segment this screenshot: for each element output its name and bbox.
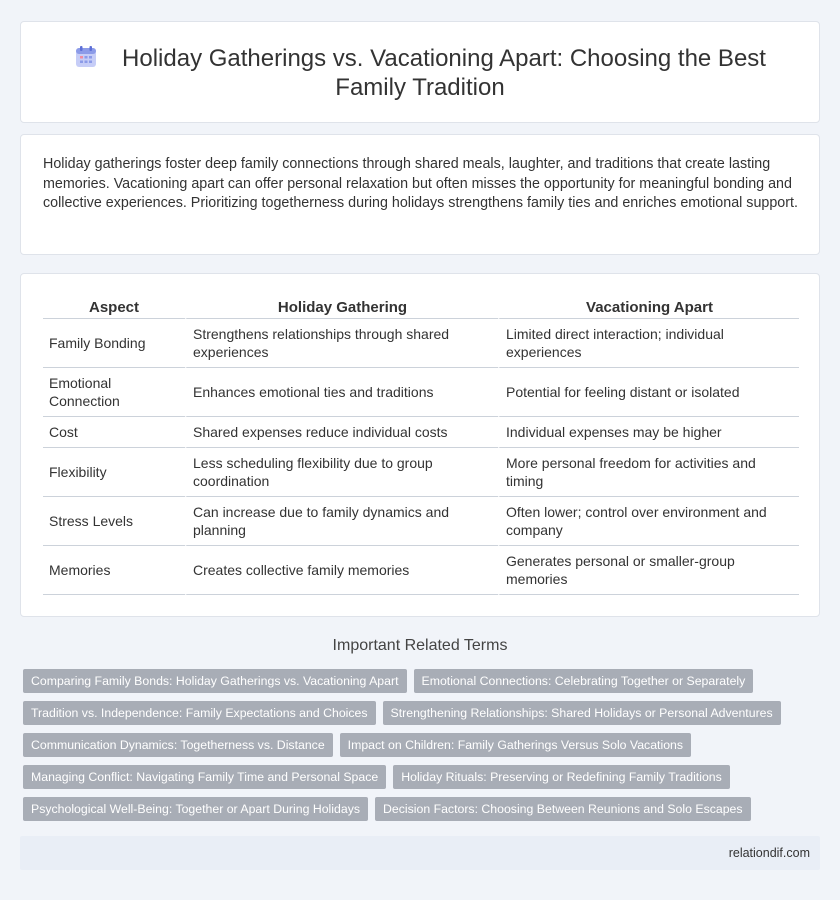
row-vacation: Limited direct interaction; individual experiences bbox=[498, 319, 799, 368]
related-terms-list bbox=[23, 669, 823, 829]
table-row bbox=[43, 319, 799, 368]
row-holiday: Can increase due to family dynamics and planning bbox=[185, 497, 498, 546]
footer-site: relationdif.com bbox=[728, 846, 810, 860]
header-vacationing-apart: Vacationing Apart bbox=[498, 296, 799, 319]
header-holiday-gathering: Holiday Gathering bbox=[185, 296, 498, 319]
row-aspect: Flexibility bbox=[43, 448, 185, 497]
row-holiday: Strengthens relationships through shared experiences bbox=[185, 319, 498, 368]
calendar-icon bbox=[74, 45, 98, 69]
row-aspect: Cost bbox=[43, 417, 185, 448]
comparison-card bbox=[20, 273, 820, 617]
related-term-link[interactable]: Comparing Family Bonds: Holiday Gatherings vs. Vacationing Apart bbox=[23, 669, 407, 693]
row-aspect: Family Bonding bbox=[43, 319, 185, 368]
row-aspect: Memories bbox=[43, 546, 185, 595]
related-term-link[interactable]: Impact on Children: Family Gatherings Versus Solo Vacations bbox=[340, 733, 691, 757]
title-line-2: Family Tradition bbox=[335, 74, 505, 101]
related-term-link[interactable]: Managing Conflict: Navigating Family Time and Personal Space bbox=[23, 765, 386, 789]
row-vacation: More personal freedom for activities and timing bbox=[498, 448, 799, 497]
related-terms-title: Important Related Terms bbox=[332, 637, 508, 654]
summary-text: Holiday gatherings foster deep family connections through shared meals, laughter, and traditions that create lasting memories. Vacationing apart can offer personal relaxation but often misses the opportunity for meaningful bonding and collective experiences. Prioritizing togetherness during holidays strengthens family ties and enriches emotional support. bbox=[43, 156, 798, 211]
table-row bbox=[43, 368, 799, 417]
row-holiday: Less scheduling flexibility due to group coordination bbox=[185, 448, 498, 497]
table-row bbox=[43, 417, 799, 448]
related-term-link[interactable]: Communication Dynamics: Togetherness vs. Distance bbox=[23, 733, 333, 757]
related-term-link[interactable]: Strengthening Relationships: Shared Holidays or Personal Adventures bbox=[383, 701, 781, 725]
row-vacation: Potential for feeling distant or isolated bbox=[498, 368, 799, 417]
title-line-1: Holiday Gatherings vs. Vacationing Apart: Choosing the Best bbox=[122, 45, 766, 72]
page-title bbox=[21, 44, 819, 102]
related-term-link[interactable]: Holiday Rituals: Preserving or Redefining Family Traditions bbox=[393, 765, 730, 789]
table-row bbox=[43, 448, 799, 497]
related-term-link[interactable]: Tradition vs. Independence: Family Expectations and Choices bbox=[23, 701, 376, 725]
row-vacation: Often lower; control over environment and company bbox=[498, 497, 799, 546]
related-term-link[interactable]: Psychological Well-Being: Together or Apart During Holidays bbox=[23, 797, 368, 821]
header-aspect: Aspect bbox=[43, 296, 185, 319]
row-aspect: Emotional Connection bbox=[43, 368, 185, 417]
table-row bbox=[43, 497, 799, 546]
footer bbox=[20, 836, 820, 870]
table-header-row bbox=[43, 296, 799, 319]
row-vacation: Individual expenses may be higher bbox=[498, 417, 799, 448]
related-term-link[interactable]: Decision Factors: Choosing Between Reunions and Solo Escapes bbox=[375, 797, 751, 821]
table-row bbox=[43, 546, 799, 595]
title-card bbox=[20, 21, 820, 123]
row-holiday: Shared expenses reduce individual costs bbox=[185, 417, 498, 448]
comparison-table bbox=[43, 296, 799, 595]
row-aspect: Stress Levels bbox=[43, 497, 185, 546]
row-holiday: Enhances emotional ties and traditions bbox=[185, 368, 498, 417]
row-holiday: Creates collective family memories bbox=[185, 546, 498, 595]
related-term-link[interactable]: Emotional Connections: Celebrating Together or Separately bbox=[414, 669, 754, 693]
summary-card bbox=[20, 134, 820, 255]
row-vacation: Generates personal or smaller-group memories bbox=[498, 546, 799, 595]
